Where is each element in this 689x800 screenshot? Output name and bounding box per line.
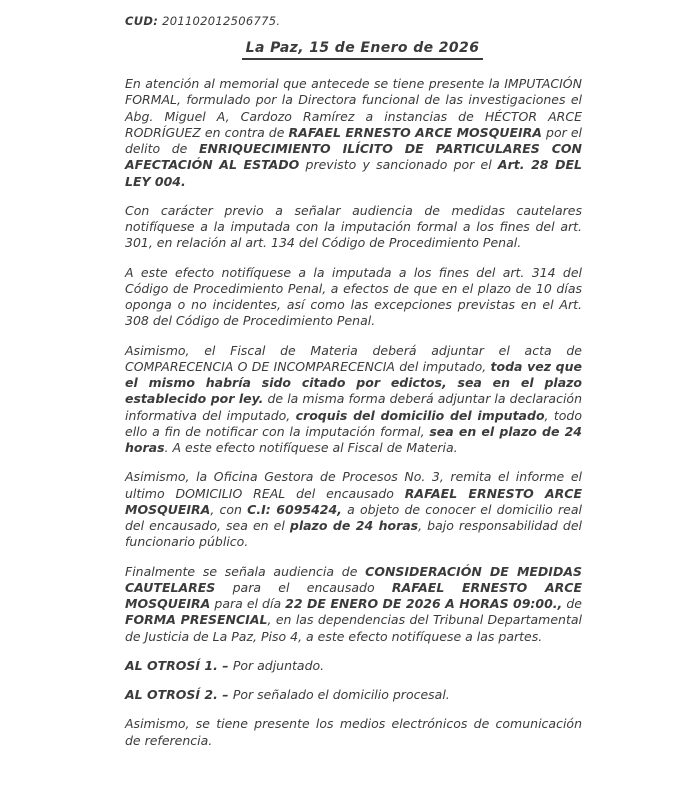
text-run: , todo ello a fin de notificar con la imputación formal, [125, 407, 582, 439]
text-run-bold: RAFAEL ERNESTO ARCE MOSQUEIRA [288, 124, 542, 140]
text-run-bold: RAFAEL ERNESTO ARCE MOSQUEIRA [125, 579, 582, 612]
text-run-bold: 22 DE ENERO DE 2026 A HORAS 09:00., [285, 596, 563, 612]
text-run-bold: RAFAEL ERNESTO ARCE MOSQUEIRA [125, 485, 582, 517]
text-run-bold: Art. 28 DEL LEY 004. [125, 157, 582, 189]
paragraph-plazo-incidentes [125, 265, 582, 330]
paragraph-otrosi-1 [125, 658, 582, 674]
text-run: de la misma forma deberá adjuntar la declaración informativa del imputado, [125, 391, 582, 423]
text-run: Por adjuntado. [232, 657, 325, 673]
text-run: . A este efecto notifíquese al Fiscal de Materia. [164, 440, 458, 456]
text-run: previsto y sancionado por el [299, 157, 498, 173]
text-run: Con carácter previo a señalar audiencia de medidas cautelares notifíquese a la imputada con la imputación formal a los fines del art. 301, en relación al art. 134 del Código de Procedimiento Penal. [125, 202, 582, 251]
dateline-wrap [125, 39, 582, 60]
paragraph-fiscal-acta [125, 343, 582, 457]
text-run: de [562, 596, 582, 612]
text-run: a objeto de conocer el domicilio real del encausado, sea en el [125, 501, 582, 534]
text-run-bold: sea en el plazo de 24 horas [125, 423, 582, 456]
paragraph-medios-electronicos [125, 716, 582, 749]
text-run-bold: croquis del domicilio del imputado [295, 407, 545, 423]
text-run: Por señalado el domicilio procesal. [232, 687, 450, 703]
text-run: Asimismo, se tiene presente los medios electrónicos de comunicación de referencia. [125, 716, 582, 748]
text-run: , en las dependencias del Tribunal Departamental de Justicia de La Paz, Piso 4, a este efecto notifíquese a las partes. [125, 612, 582, 644]
text-run: por el delito de [125, 124, 582, 157]
text-run: , con [210, 501, 248, 517]
paragraph-oficina-gestora [125, 469, 582, 550]
text-run: para el día [210, 596, 286, 612]
cud-label: CUD: [125, 14, 159, 28]
text-run: para el encausado [215, 579, 392, 595]
paragraph-imputacion-formal [125, 76, 582, 190]
cud-line [125, 14, 582, 29]
text-run: Finalmente se señala audiencia de [125, 563, 366, 579]
text-run-bold: AL OTROSÍ 2. – [125, 687, 233, 703]
text-run-bold: CONSIDERACIÓN DE MEDIDAS CAUTELARES [125, 563, 582, 595]
document-body [125, 76, 582, 749]
text-run-bold: AL OTROSÍ 1. – [125, 657, 233, 673]
paragraph-otrosi-2 [125, 687, 582, 703]
text-run-bold: plazo de 24 horas [289, 518, 419, 534]
paragraph-notificacion-imputada [125, 203, 582, 252]
text-run: Asimismo, el Fiscal de Materia deberá adjuntar el acta de COMPARECENCIA O DE INCOMPARECENCIA del imputado, [125, 342, 582, 374]
text-run: A este efecto notifíquese a la imputada a los fines del art. 314 del Código de Procedimiento Penal, a efectos de que en el plazo de 10 días oponga o no incidentes, así como las excepciones previstas en el Art. 308 del Código de Procedimiento Penal. [125, 264, 582, 329]
paragraph-audiencia-medidas [125, 564, 582, 645]
text-run-bold: C.I: 6095424, [247, 501, 342, 517]
text-run: En atención al memorial que antecede se tiene presente la IMPUTACIÓN FORMAL, formulado por la Directora funcional de las investigaciones el Abg. Miguel A, Cardozo Ramírez a instancias de HÉCTOR ARCE RODRÍGUEZ en contra de [125, 76, 582, 140]
dateline: La Paz, 15 de Enero de 2026 [242, 39, 484, 60]
text-run-bold: toda vez que el mismo habría sido citado por edictos, sea en el plazo establecido por ley. [125, 358, 582, 407]
text-run-bold: ENRIQUECIMIENTO ILÍCITO DE PARTICULARES CON AFECTACIÓN AL ESTADO [125, 141, 582, 173]
text-run: Asimismo, la Oficina Gestora de Procesos No. 3, remita el informe el ultimo DOMICILIO REAL del encausado [125, 469, 582, 501]
text-run: , bajo responsabilidad del funcionario público. [125, 518, 583, 550]
text-run-bold: FORMA PRESENCIAL [125, 612, 268, 628]
cud-value: 201102012506775. [162, 14, 281, 28]
